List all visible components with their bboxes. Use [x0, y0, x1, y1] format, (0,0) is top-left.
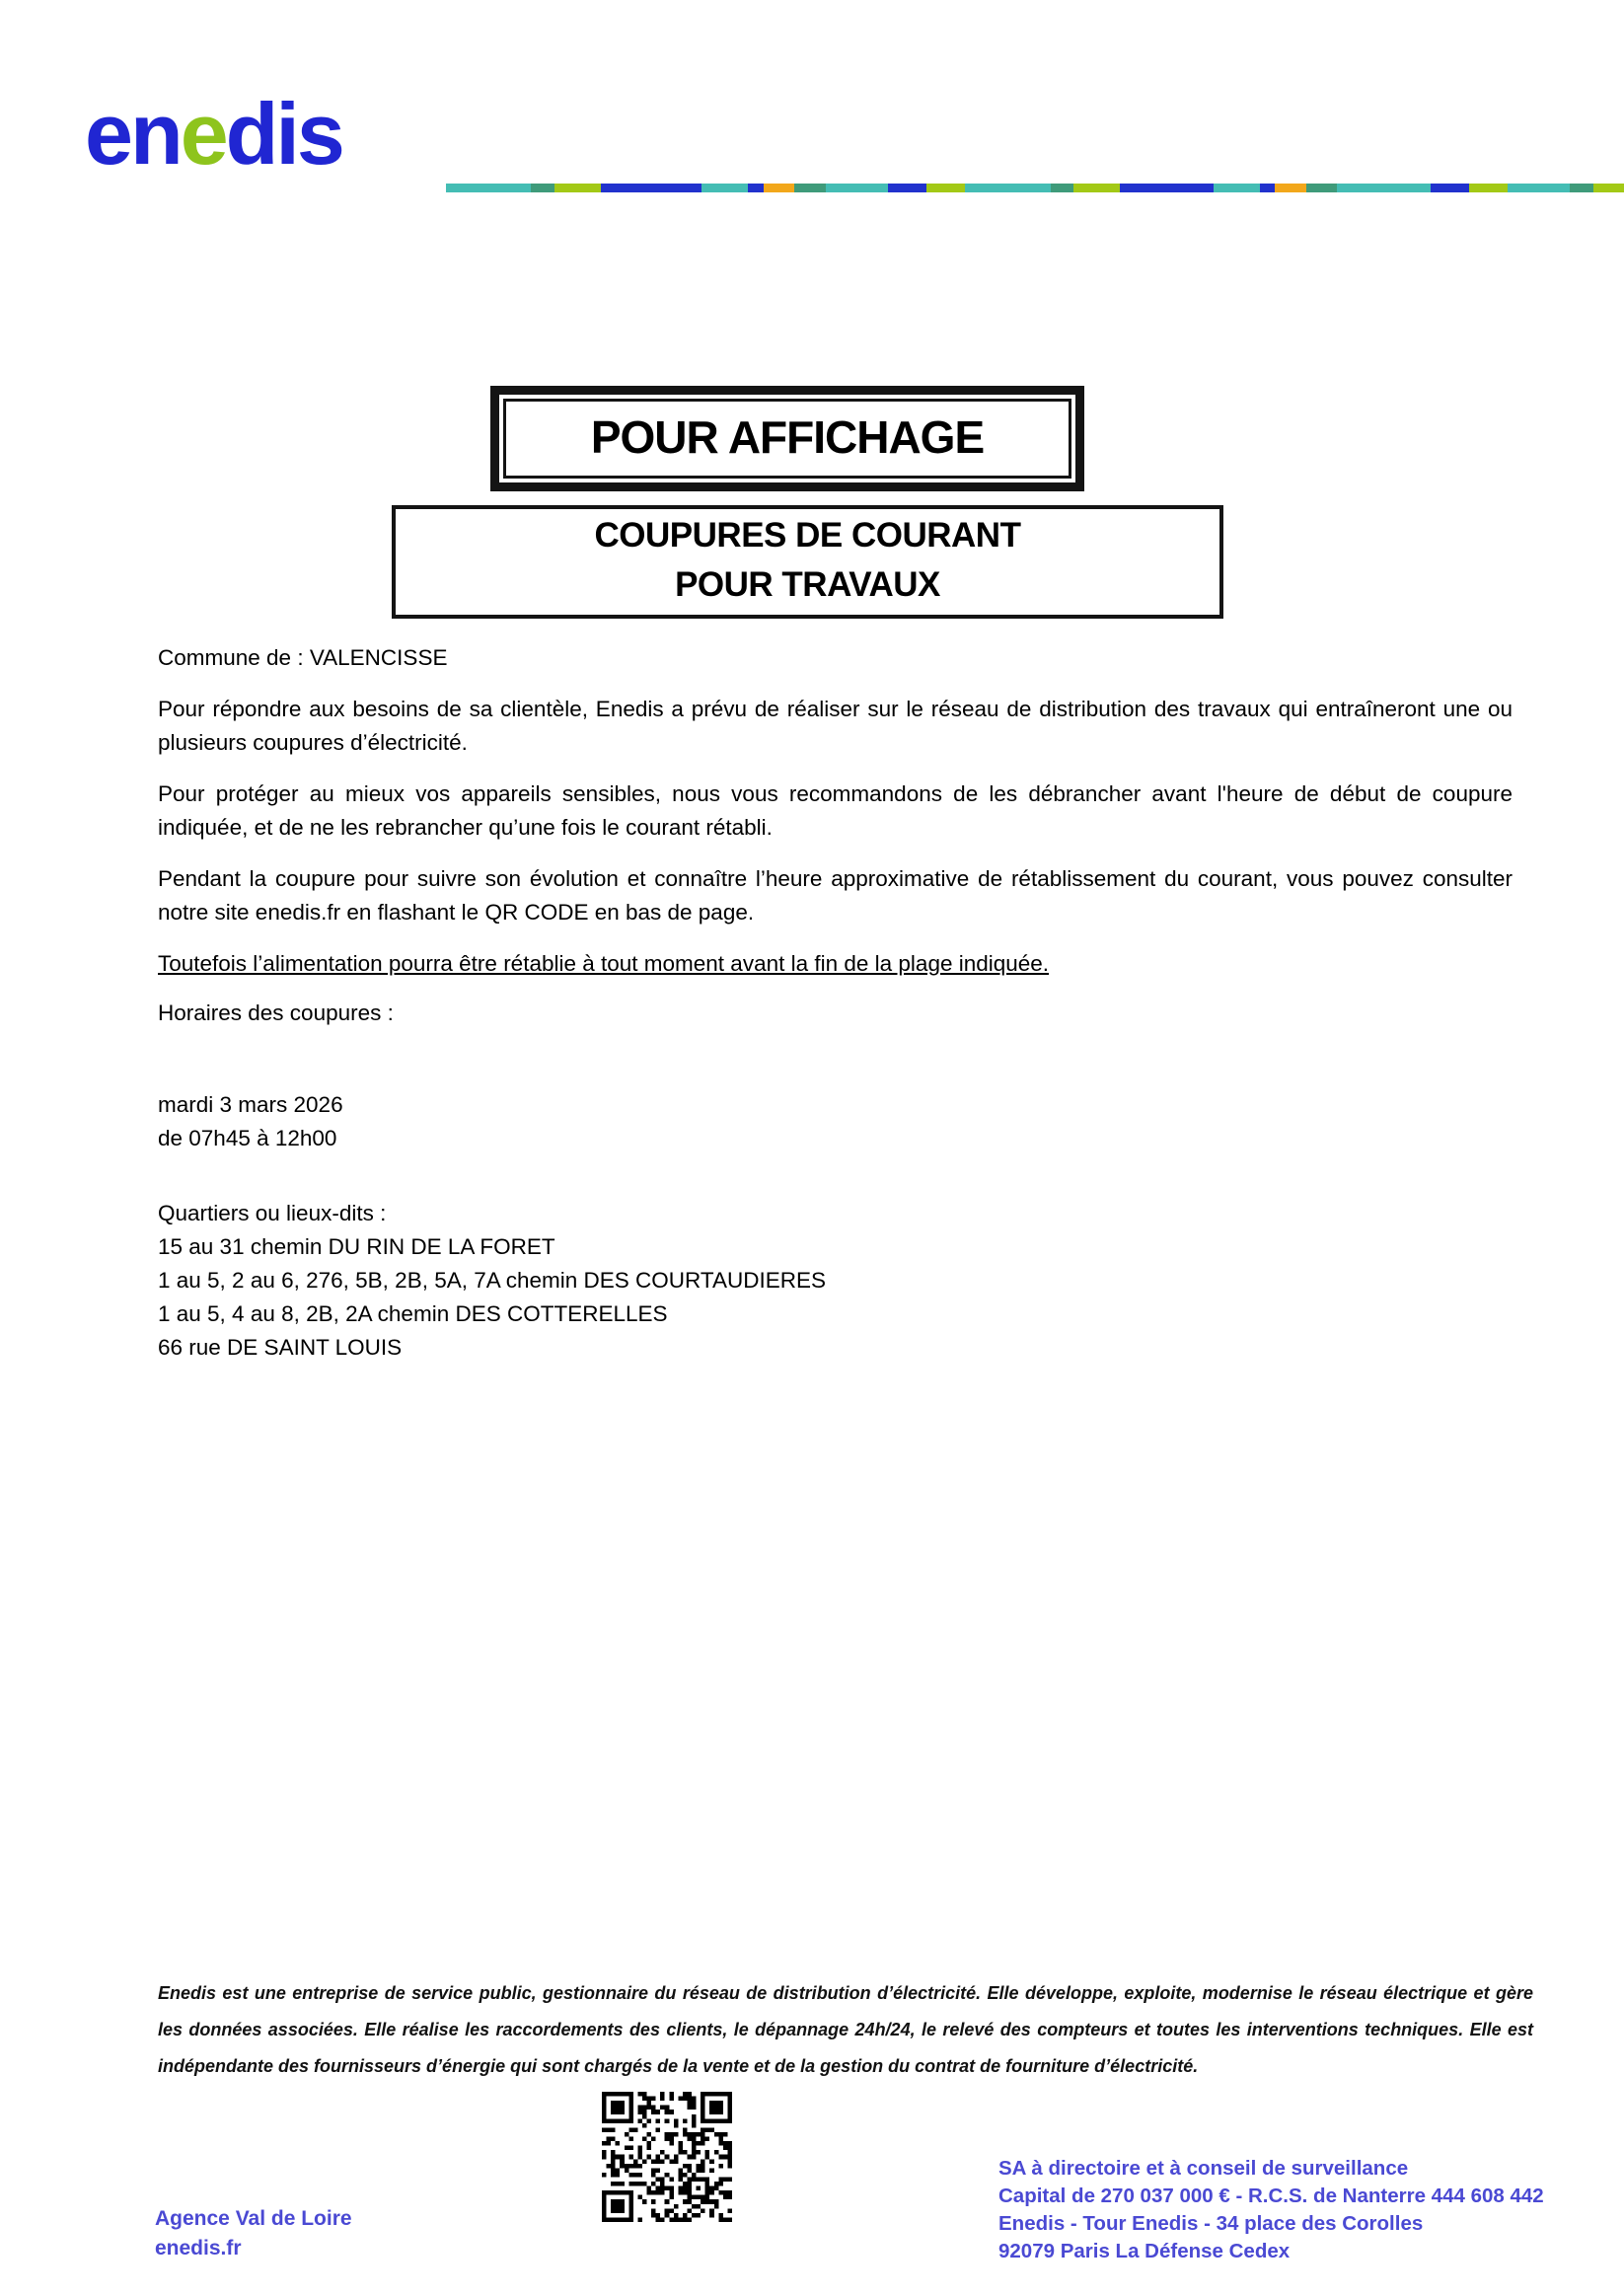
paragraph-qrcode: Pendant la coupure pour suivre son évolution et connaître l’heure approximative de rétablissement du courant, vous pouvez consulter notre site enedis.fr en flashant le QR CODE en bas de page.	[158, 866, 1513, 925]
footer-left-block	[155, 2204, 352, 2263]
footer-legal-block	[998, 2155, 1544, 2265]
brand-separator-line	[446, 184, 1624, 192]
legal-line: Enedis - Tour Enedis - 34 place des Corolles	[998, 2212, 1424, 2235]
website-url: enedis.fr	[155, 2237, 242, 2259]
agency-name: Agence Val de Loire	[155, 2207, 352, 2230]
address-line: 1 au 5, 4 au 8, 2B, 2A chemin DES COTTERELLES	[158, 1301, 668, 1326]
coupures-title-line1: COUPURES DE COURANT	[594, 516, 1021, 555]
coupures-banner	[392, 505, 1223, 619]
enedis-logo-part3: dis	[225, 85, 342, 183]
paragraph-advice: Pour protéger au mieux vos appareils sensibles, nous vous recommandons de les débrancher avant l'heure de début de coupure indiquée, et de ne les rebrancher qu’une fois le courant rétabli.	[158, 781, 1513, 840]
outage-time: de 07h45 à 12h00	[158, 1126, 337, 1150]
pour-affichage-title: POUR AFFICHAGE	[503, 399, 1071, 479]
legal-line: 92079 Paris La Défense Cedex	[998, 2240, 1291, 2262]
quartiers-label: Quartiers ou lieux-dits :	[158, 1201, 387, 1225]
legal-fine-print: Enedis est une entreprise de service public, gestionnaire du réseau de distribution d’électricité. Elle développe, exploite, modernise le réseau électrique et gère les données associées. Elle réalise les raccordements des clients, le dépannage 24h/24, le relevé des compteurs et toutes les interventions techniques. Elle est indépendante des fournisseurs d’énergie qui sont chargés de la vente et de la gestion du contrat de fourniture d’électricité.	[158, 1983, 1533, 2076]
paragraph-warning-underlined: Toutefois l’alimentation pourra être rétablie à tout moment avant la fin de la plage indiquée.	[158, 951, 1050, 976]
enedis-logo-part1: en	[85, 85, 181, 183]
coupures-title-line2: POUR TRAVAUX	[675, 565, 940, 604]
qr-code-icon	[602, 2092, 732, 2222]
commune-line: Commune de : VALENCISSE	[158, 645, 448, 670]
outage-date: mardi 3 mars 2026	[158, 1092, 343, 1117]
address-line: 15 au 31 chemin DU RIN DE LA FORET	[158, 1234, 555, 1259]
paragraph-intro: Pour répondre aux besoins de sa clientèle, Enedis a prévu de réaliser sur le réseau de distribution des travaux qui entraîneront une ou plusieurs coupures d’électricité.	[158, 697, 1513, 755]
address-line: 1 au 5, 2 au 6, 276, 5B, 2B, 5A, 7A chemin DES COURTAUDIERES	[158, 1268, 826, 1293]
pour-affichage-banner	[490, 386, 1084, 491]
address-line: 66 rue DE SAINT LOUIS	[158, 1335, 403, 1360]
quartiers-block	[158, 1197, 1513, 1365]
enedis-logo	[85, 85, 342, 183]
enedis-logo-part2: e	[180, 85, 226, 183]
legal-line: SA à directoire et à conseil de surveillance	[998, 2157, 1409, 2180]
outage-datetime	[158, 1088, 1513, 1155]
legal-line: Capital de 270 037 000 € - R.C.S. de Nanterre 444 608 442	[998, 2185, 1544, 2207]
horaires-label: Horaires des coupures :	[158, 1000, 394, 1025]
